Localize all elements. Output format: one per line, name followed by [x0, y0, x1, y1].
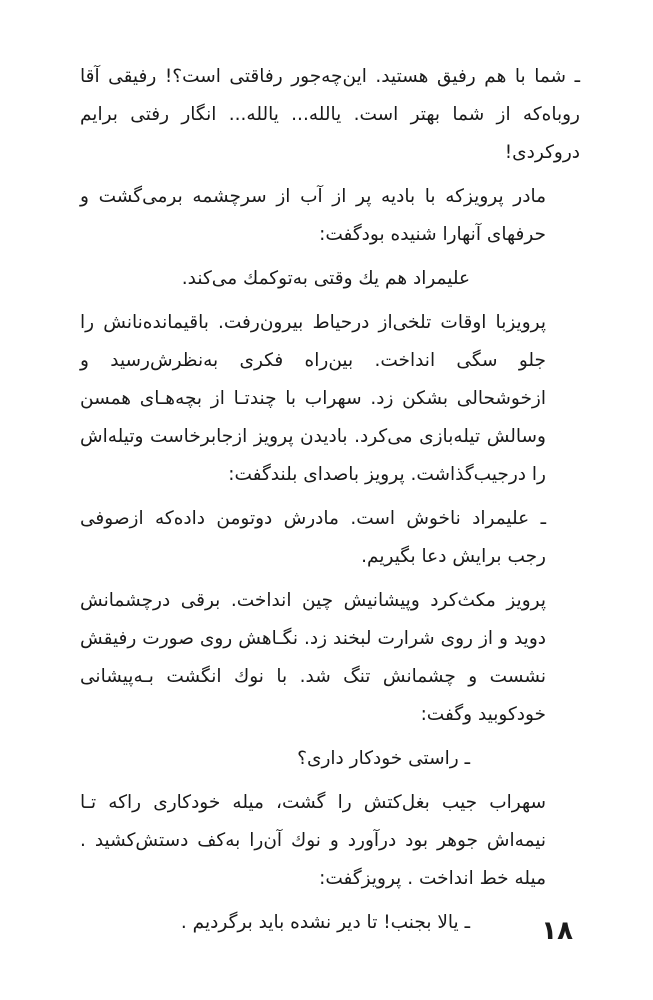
paragraph-9: ـ یالا بجنب! تا دیر نشده باید برگردیم . [180, 912, 470, 933]
paragraph-6: پرویز مکث‌کرد وپیشانیش چین انداخت. برقی درچشمانش دوید و از روی شرارت لبخند زد. نگـاهش روی صورت رفیقش نشست و چشمانش تنگ شد. با نوك انگشت بـه‌پیشانی خودکوبید وگفت: [80, 590, 546, 725]
paragraph-4: پرویزبا اوقات تلخی‌از درحیاط بیرون‌رفت. باقیمانده‌نانش را جلو سگی انداخت. بین‌راه فکری به‌نظرش‌رسید و ازخوشحالی بشکن زد. سهراب با چندتـا از بچه‌هـای همسن وسالش تیله‌بازی می‌کرد. بادیدن پرویز ازجابرخاست وتیله‌اش را درجیب‌گذاشت. پرویز باصدای بلندگفت: [80, 312, 546, 485]
paragraph-5: ـ علیمراد ناخوش است. مادرش دوتومن داده‌که ازصوفی رجب برایش دعا بگیریم. [80, 508, 546, 567]
paragraph-8: سهراب جیب بغل‌کتش را گشت، میله خودکاری راکه تـا نیمه‌اش جوهر بود درآورد و نوك آن‌را به‌کف دستش‌کشید . میله خط انداخت . پرویزگفت: [80, 792, 546, 889]
paragraph-1: ـ شما با هم رفیق هستید. این‌چه‌جور رفاقتی است؟! رفیقی آقا روباه‌که از شما بهتر است. یالله... یالله... انگار رفتی برایم دروکردی! [80, 66, 580, 163]
paragraph-2: مادر پرویزکه با بادیه پر از آب از سرچشمه برمی‌گشت و حرفهای آنهارا شنیده بودگفت: [80, 186, 546, 245]
page-number: ۱۸ [541, 916, 573, 946]
page-text-body [80, 58, 580, 948]
paragraph-7: ـ راستی خودکار داری؟ [297, 748, 470, 769]
paragraph-3: علیمراد هم یك وقتی به‌توكمك می‌كند. [181, 268, 470, 289]
